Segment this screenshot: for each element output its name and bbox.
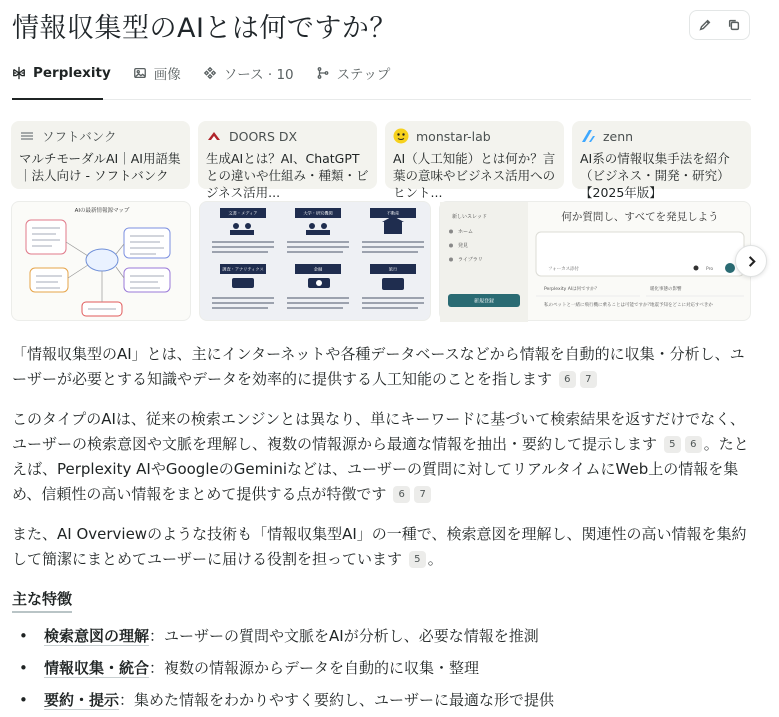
tab-steps[interactable] <box>316 60 391 86</box>
ui-nav-item: ライブラリ <box>458 257 483 263</box>
source-card[interactable] <box>11 121 190 189</box>
paragraph-end: 。 <box>427 550 443 568</box>
source-card[interactable] <box>572 121 751 200</box>
monstar-lab-favicon-icon <box>393 128 409 144</box>
sources-icon <box>203 66 217 80</box>
source-site: zenn <box>603 128 634 144</box>
ui-nav-item: 発見 <box>458 243 469 249</box>
feature-list <box>12 621 757 717</box>
grid-label: 不動産 <box>386 210 400 216</box>
mindmap-illustration <box>12 202 192 322</box>
softbank-favicon-icon <box>19 128 35 144</box>
citation-badge[interactable]: 7 <box>414 486 431 503</box>
feature-desc: ：複数の情報源からデータを自動的に収集・整理 <box>149 659 480 677</box>
tab-images[interactable] <box>133 60 181 86</box>
feature-desc: ：集めた情報をわかりやすく要約し、ユーザーに最適な形で提供 <box>119 691 555 709</box>
app-screenshot-illustration <box>440 202 752 322</box>
list-item <box>12 621 757 653</box>
list-item <box>12 653 757 685</box>
ui-suggestion: 暖化事態の影響 <box>650 287 682 292</box>
tab-label: ステップ <box>336 67 391 83</box>
tab-label: 画像 <box>153 67 181 83</box>
grid-label: 大学・研究機関 <box>303 210 333 216</box>
citation-badge[interactable]: 6 <box>685 436 702 453</box>
image-strip <box>11 201 751 321</box>
source-card[interactable] <box>198 121 377 200</box>
paragraph-text: また、AI Overviewのような技術も「情報収集型AI」の一種で、検索意図を理解し、関連性の高い情報を集約して簡潔にまとめてユーザーに届ける役割を担っています <box>12 525 747 568</box>
copy-button[interactable] <box>720 11 750 39</box>
answer-paragraph <box>12 342 757 392</box>
source-title: AI（人工知能）とは何か？言葉の意味やビジネス活用へのヒント... <box>393 151 556 200</box>
grid-label: 金融 <box>313 266 323 272</box>
doors-dx-favicon-icon <box>206 128 222 144</box>
grid-label: 文書・メディア <box>228 210 258 216</box>
category-grid-illustration <box>200 202 432 322</box>
source-site: DOORS DX <box>229 128 298 144</box>
list-item <box>12 685 757 717</box>
image-icon <box>133 66 147 80</box>
answer-body <box>12 342 757 717</box>
image-carousel-next-button[interactable] <box>735 245 767 277</box>
paragraph-text: 「情報収集型のAI」とは、主にインターネットや各種データベースなどから情報を自動的に収集・分析し、ユーザーが必要とする知識やデータを効率的に提供する人工知能のことを指します <box>12 345 745 388</box>
copy-icon <box>727 18 741 32</box>
ui-suggestion: 地震予知をどこに対応すべきか <box>650 303 713 308</box>
answer-tabs <box>12 60 751 100</box>
source-title: 生成AIとは？AI、ChatGPTとの違いや仕組み・種類・ビジネス活用... <box>206 151 369 200</box>
ui-suggestion: Perplexity AIは何ですか？ <box>544 287 600 292</box>
tab-label: ソース · 10 <box>223 67 294 83</box>
ui-signup: 新規登録 <box>473 298 495 305</box>
source-title: マルチモーダルAI｜AI用語集｜法人向け - ソフトバンク <box>19 151 181 183</box>
chevron-right-icon <box>745 255 758 268</box>
answer-paragraph <box>12 407 757 507</box>
ui-tag: フォーカス <box>548 267 571 272</box>
question-title: 情報収集型のAIとは何ですか？ <box>12 13 397 44</box>
citation-badge[interactable]: 5 <box>664 436 681 453</box>
tab-perplexity[interactable] <box>12 60 111 86</box>
source-cards <box>11 121 751 200</box>
feature-desc: ：ユーザーの質問や文脈をAIが分析し、必要な情報を推測 <box>149 627 539 645</box>
source-card[interactable] <box>385 121 564 200</box>
feature-term: 情報収集・統合 <box>44 659 150 677</box>
citation-badge[interactable]: 5 <box>409 551 426 568</box>
source-title: AI系の情報収集手法を紹介（ビジネス・開発・研究）【2025年版】 <box>580 151 730 200</box>
tab-sources[interactable] <box>203 60 294 86</box>
zenn-favicon-icon <box>580 128 596 144</box>
ui-nav-item: ホーム <box>458 229 474 235</box>
section-heading: 主な特徴 <box>12 588 72 613</box>
active-tab-indicator <box>12 98 103 100</box>
source-site: ソフトバンク <box>42 129 117 144</box>
citation-badge[interactable]: 6 <box>559 371 576 388</box>
image-thumbnail-screenshot[interactable] <box>439 201 751 321</box>
feature-term: 検索意図の理解 <box>44 627 150 645</box>
steps-icon <box>316 66 330 80</box>
perplexity-logo-icon <box>12 66 26 80</box>
answer-paragraph <box>12 522 757 572</box>
tab-label: Perplexity <box>33 65 111 81</box>
ui-nav-item: 新しいスレッド <box>452 214 487 220</box>
image-thumbnail-mindmap[interactable] <box>11 201 191 321</box>
source-site: monstar-lab <box>416 128 491 144</box>
paragraph-text: このタイプのAIは、従来の検索エンジンとは異なり、単にキーワードに基づいて検索結果を返すだけでなく、ユーザーの検索意図や文脈を理解し、複数の情報源から最適な情報を抽出・要約して提示します <box>12 410 745 453</box>
grid-label: 旅行 <box>388 266 398 272</box>
image-thumbnail-grid[interactable] <box>199 201 431 321</box>
citation-badge[interactable]: 6 <box>393 486 410 503</box>
edit-button[interactable] <box>690 11 720 39</box>
ui-headline: 何か質問し、すべてを発見しよう <box>561 211 719 223</box>
edit-icon <box>698 18 712 32</box>
grid-label: 調査・アナリティクス <box>222 266 264 272</box>
ui-pro: Pro <box>706 267 714 272</box>
title-actions <box>689 10 750 40</box>
citation-badge[interactable]: 7 <box>580 371 597 388</box>
ui-tag: 添付 <box>570 267 579 272</box>
paragraph-text: 。たとえば、Perplexity AIやGoogleのGeminiなどは、ユーザーの質問に対してリアルタイムにWeb上の情報を集め、信頼性の高い情報をまとめて提供する点が特徴です <box>12 435 749 503</box>
map-title: AIの最新情報源マップ <box>74 208 130 214</box>
feature-term: 要約・提示 <box>44 691 120 709</box>
ui-suggestion: 私のペットと一緒に飛行機に乗ることは可能ですか？ <box>544 303 652 308</box>
